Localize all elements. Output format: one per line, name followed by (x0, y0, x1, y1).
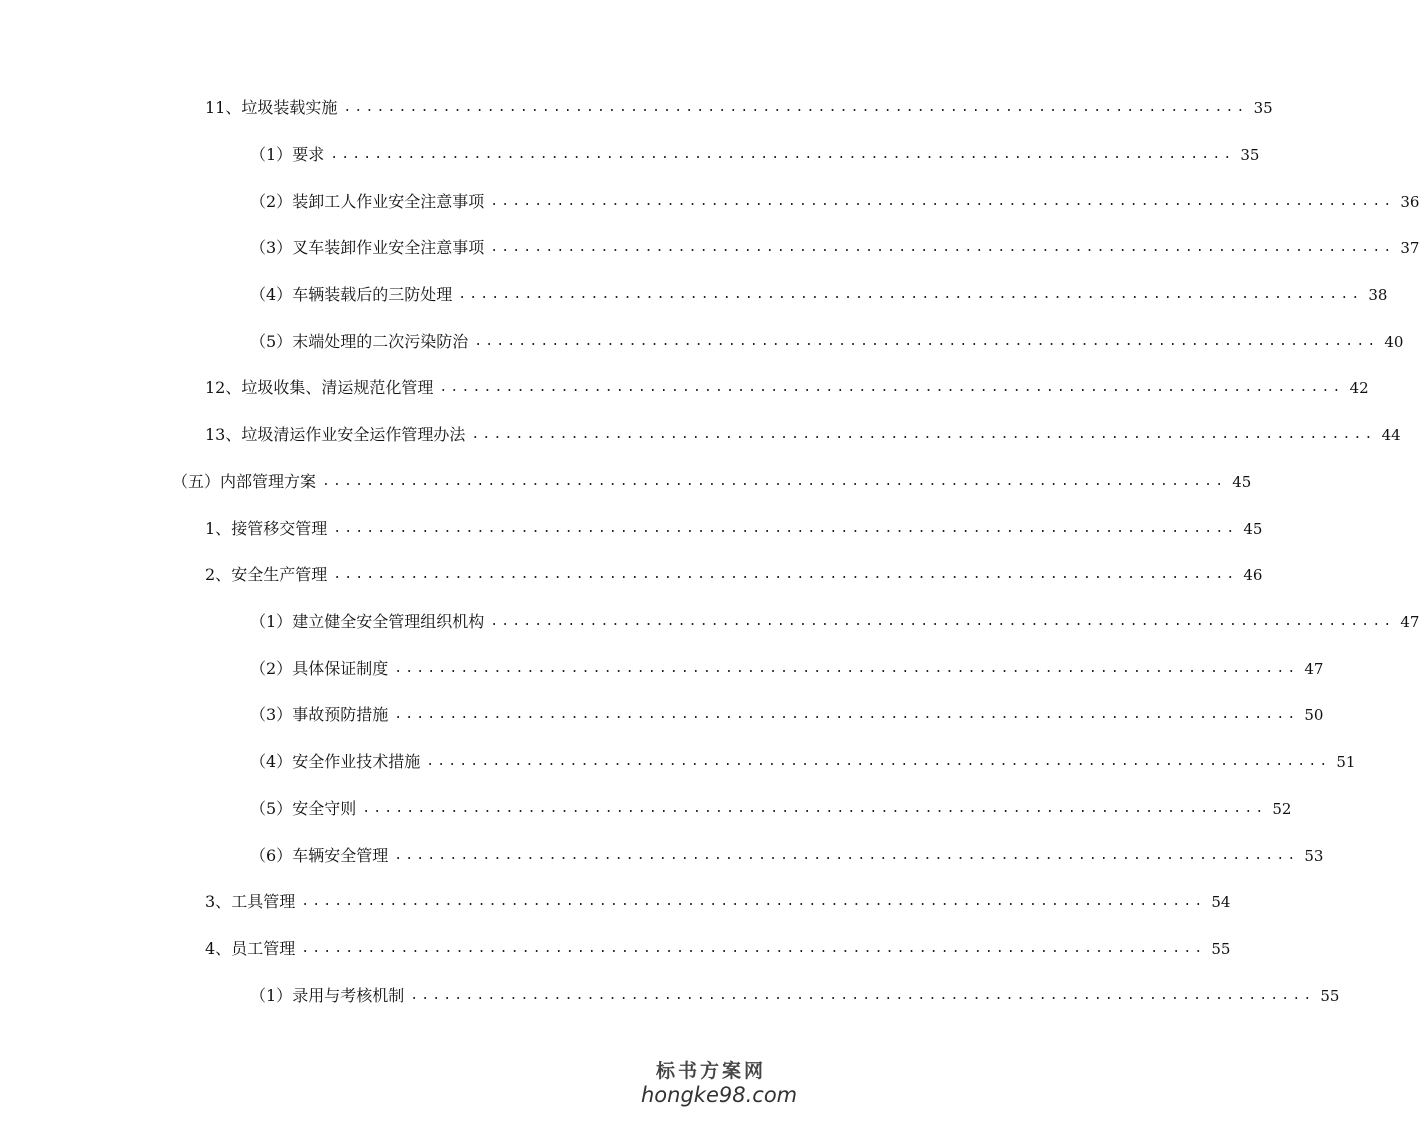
toc-entry-page: 37 (1400, 239, 1419, 257)
toc-entry-title: 要求 (292, 145, 325, 164)
toc-entry[interactable] (250, 746, 1356, 772)
watermark-site-name: 标书方案网 (655, 1060, 766, 1082)
toc-dot-leader: .................................................................................. (426, 754, 1331, 769)
toc-entry-page: 35 (1240, 146, 1260, 164)
toc-entry-page: 46 (1243, 566, 1263, 584)
toc-entry-title: 装卸工人作业安全注意事项 (292, 192, 485, 211)
toc-entry-title: 安全作业技术措施 (292, 752, 421, 771)
toc-entry-page: 42 (1349, 379, 1369, 397)
toc-dot-leader: .................................................................................. (474, 334, 1379, 349)
toc-entry-number: 1、 (205, 519, 232, 538)
toc-entry-number: 2、 (205, 565, 232, 584)
toc-entry-page: 54 (1211, 893, 1231, 911)
toc-dot-leader: .................................................................................. (410, 988, 1315, 1003)
toc-entry-title: 垃圾装载实施 (241, 98, 338, 117)
toc-entry-title: 录用与考核机制 (292, 986, 405, 1005)
toc-entry-page: 51 (1336, 753, 1356, 771)
toc-entry-title: 具体保证制度 (292, 659, 389, 678)
toc-entry-number: （5） (250, 799, 293, 818)
toc-entry[interactable] (205, 559, 1263, 585)
toc-entry-number: （4） (250, 285, 293, 304)
toc-entry-number: （五） (172, 472, 221, 491)
toc-entry-title: 末端处理的二次污染防治 (292, 332, 469, 351)
toc-dot-leader: .................................................................................. (490, 194, 1395, 209)
toc-dot-leader: .................................................................................. (301, 941, 1206, 956)
toc-dot-leader: .................................................................................. (439, 380, 1344, 395)
toc-entry[interactable] (250, 326, 1404, 352)
toc-entry[interactable] (250, 139, 1260, 165)
toc-entry-page: 52 (1272, 800, 1292, 818)
toc-entry-title: 车辆装载后的三防处理 (292, 285, 453, 304)
toc-entry[interactable] (250, 186, 1419, 212)
toc-entry-number: 4、 (205, 939, 232, 958)
toc-entry[interactable] (250, 232, 1419, 258)
toc-entry[interactable] (250, 980, 1340, 1006)
toc-dot-leader: .................................................................................. (471, 427, 1376, 442)
toc-entry-page: 40 (1384, 333, 1404, 351)
toc-entry-title: 建立健全安全管理组织机构 (292, 612, 485, 631)
toc-entry-page: 38 (1368, 286, 1388, 304)
toc-entry-title: 接管移交管理 (231, 519, 328, 538)
toc-dot-leader: .................................................................................. (343, 100, 1248, 115)
toc-dot-leader: .................................................................................. (490, 614, 1395, 629)
toc-entry-title: 垃圾收集、清运规范化管理 (241, 378, 434, 397)
toc-entry-page: 53 (1304, 847, 1324, 865)
toc-dot-leader: .................................................................................. (333, 521, 1238, 536)
toc-entry-title: 垃圾清运作业安全运作管理办法 (241, 425, 466, 444)
toc-dot-leader: .................................................................................. (330, 147, 1235, 162)
toc-dot-leader: .................................................................................. (394, 661, 1299, 676)
toc-entry-title: 事故预防措施 (292, 705, 389, 724)
toc-entry[interactable] (172, 466, 1252, 492)
toc-entry-number: （1） (250, 612, 293, 631)
toc-entry[interactable] (205, 513, 1263, 539)
toc-entry-number: （5） (250, 332, 293, 351)
toc-entry-page: 55 (1320, 987, 1340, 1005)
watermark-url: hongke98.com (641, 1083, 798, 1107)
toc-entry-title: 工具管理 (231, 892, 296, 911)
toc-entry-title: 车辆安全管理 (292, 846, 389, 865)
toc-entry-page: 55 (1211, 940, 1231, 958)
toc-entry[interactable] (205, 933, 1231, 959)
toc-entry-number: （3） (250, 238, 293, 257)
toc-entry-number: （4） (250, 752, 293, 771)
toc-entry-number: （3） (250, 705, 293, 724)
toc-entry-number: （1） (250, 145, 293, 164)
toc-dot-leader: .................................................................................. (458, 287, 1363, 302)
toc-entry-title: 安全生产管理 (231, 565, 328, 584)
toc-dot-leader: .................................................................................. (394, 707, 1299, 722)
watermark (641, 1060, 798, 1110)
toc-entry-number: （6） (250, 846, 293, 865)
toc-dot-leader: .................................................................................. (333, 567, 1238, 582)
toc-entry-page: 50 (1304, 706, 1324, 724)
toc-entry-page: 45 (1243, 520, 1263, 538)
toc-entry-page: 47 (1400, 613, 1419, 631)
toc-dot-leader: .................................................................................. (301, 894, 1206, 909)
toc-entry[interactable] (205, 419, 1401, 445)
toc-entry-page: 47 (1304, 660, 1324, 678)
toc-entry-page: 35 (1253, 99, 1273, 117)
toc-entry-title: 叉车装卸作业安全注意事项 (292, 238, 485, 257)
toc-dot-leader: .................................................................................. (394, 848, 1299, 863)
toc-entry-page: 45 (1232, 473, 1252, 491)
toc-entry-page: 36 (1400, 193, 1419, 211)
toc-entry-page: 44 (1381, 426, 1401, 444)
toc-entry[interactable] (250, 653, 1324, 679)
toc-entry-number: （1） (250, 986, 293, 1005)
toc-entry-number: 13、 (205, 425, 242, 444)
toc-entry[interactable] (250, 699, 1324, 725)
toc-entry-number: （2） (250, 192, 293, 211)
toc-entry-number: 3、 (205, 892, 232, 911)
toc-dot-leader: .................................................................................. (322, 474, 1227, 489)
toc-entry-number: （2） (250, 659, 293, 678)
toc-entry-title: 安全守则 (292, 799, 357, 818)
toc-entry-number: 11、 (205, 98, 242, 117)
toc-entry[interactable] (250, 840, 1324, 866)
toc-entry-title: 内部管理方案 (220, 472, 317, 491)
toc-entry-title: 员工管理 (231, 939, 296, 958)
toc-entry-number: 12、 (205, 378, 242, 397)
toc-entry[interactable] (250, 606, 1419, 632)
toc-entry[interactable] (205, 886, 1231, 912)
toc-entry[interactable] (250, 279, 1388, 305)
toc-entry[interactable] (205, 92, 1273, 118)
toc-dot-leader: .................................................................................. (362, 801, 1267, 816)
toc-dot-leader: .................................................................................. (490, 240, 1395, 255)
toc-entry[interactable] (205, 372, 1369, 398)
toc-entry[interactable] (250, 793, 1292, 819)
